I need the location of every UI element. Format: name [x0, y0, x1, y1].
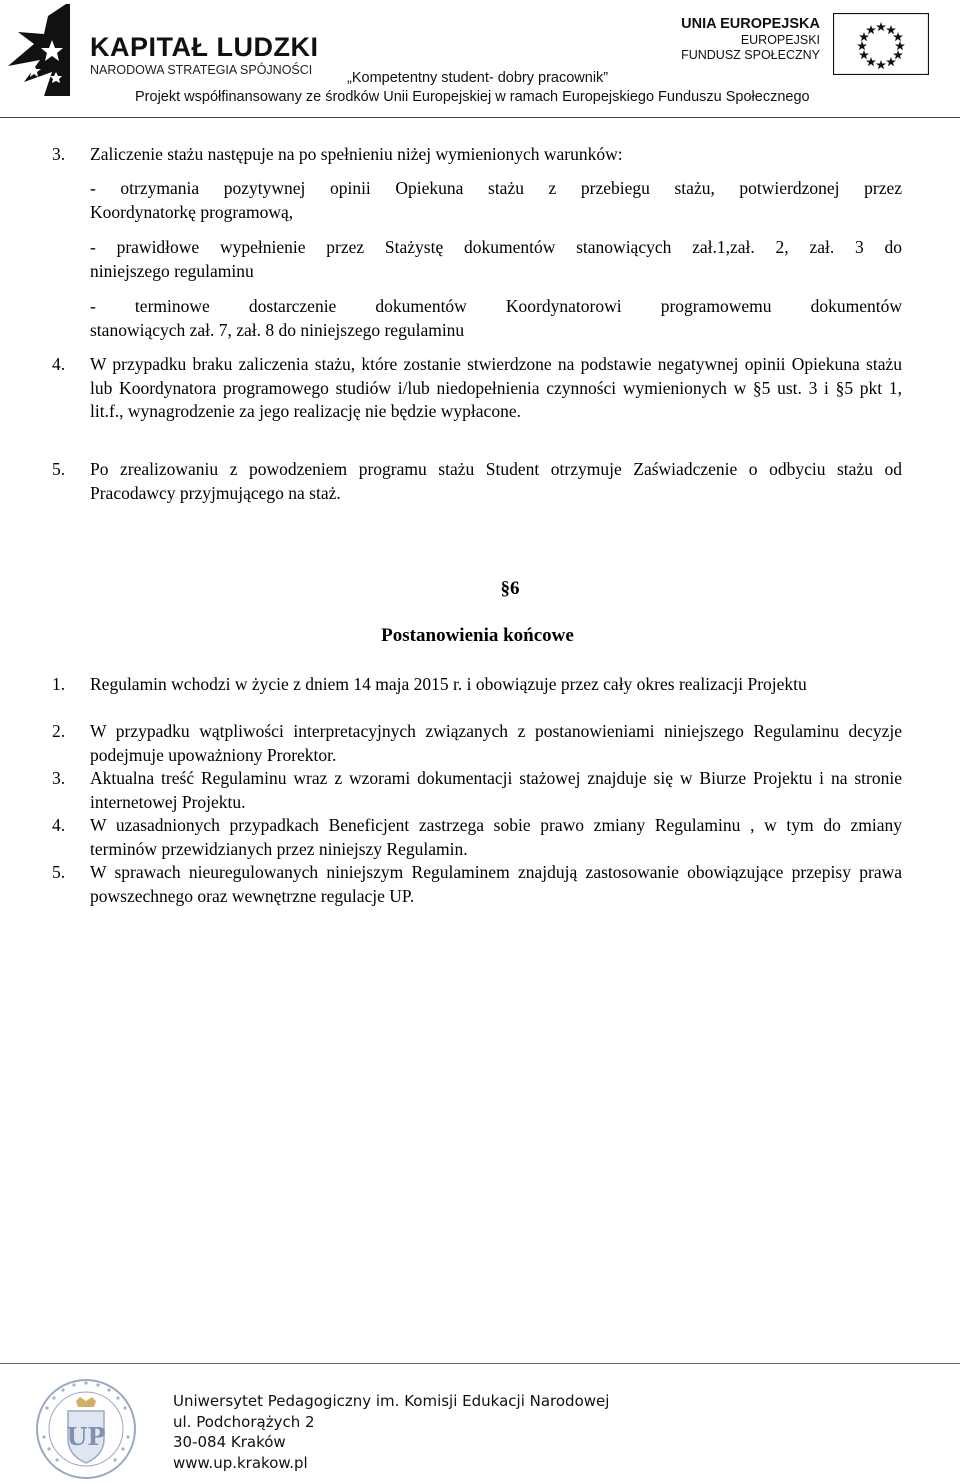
university-seal-logo: [30, 1377, 142, 1481]
eu-line-2: EUROPEJSKI: [740, 32, 820, 47]
item-3-text: Zaliczenie stażu następuje na po spełnieniu niżej wymienionych warunków:: [90, 144, 623, 164]
section-title: Postanowienia końcowe: [381, 625, 574, 646]
kapital-ludzki-logo: [4, 2, 90, 98]
item-number: 4.: [52, 354, 66, 374]
item-number: 5.: [52, 862, 66, 882]
project-title: „Kompetentny student- dobry pracownik”: [347, 70, 609, 86]
final-item-4-text: W uzasadnionych przypadkach Beneficjent zastrzega sobie prawo zmiany Regulaminu , w tym do zmiany terminów przewidzianych przez niniejszy Regulamin.: [90, 815, 902, 859]
item-number: 3.: [52, 768, 66, 788]
kapital-ludzki-title: KAPITAŁ LUDZKI: [90, 32, 319, 62]
eu-line-1: UNIA EUROPEJSKA: [681, 16, 820, 32]
eu-fund-caption: [681, 17, 820, 64]
footer-city: 30-084 Kraków: [173, 1433, 286, 1451]
condition-1-line-2: Koordynatorkę programową,: [90, 202, 294, 222]
final-item-5-text: W sprawach nieuregulowanych niniejszym Regulaminem znajdują zastosowanie obowiązujące przepisy prawa powszechnego oraz wewnętrzne regulacje UP.: [90, 862, 902, 906]
condition-3-line-2: stanowiących zał. 7, zał. 8 do niniejszego regulaminu: [90, 320, 465, 340]
eu-line-3: FUNDUSZ SPOŁECZNY: [681, 48, 820, 62]
condition-2-line-2: niniejszego regulaminu: [90, 261, 254, 281]
footer-address: [173, 1391, 609, 1473]
final-item-3-text: Aktualna treść Regulaminu wraz z wzorami dokumentacji stażowej znajduje się w Biurze Projektu i na stronie internetowej Projektu.: [90, 768, 902, 812]
item-number: 1.: [52, 674, 66, 694]
project-funding-line: Projekt współfinansowany ze środków Unii Europejskiej w ramach Europejskiego Funduszu Społecznego: [135, 89, 810, 105]
seal-letters: UP: [66, 1422, 106, 1451]
item-5-text: Po zrealizowaniu z powodzeniem programu stażu Student otrzymuje Zaświadczenie o odbyciu stażu od Pracodawcy przyjmującego na staż.: [90, 459, 902, 503]
footer-university-name: Uniwersytet Pedagogiczny im. Komisji Edukacji Narodowej: [173, 1392, 610, 1410]
item-4-text: W przypadku braku zaliczenia stażu, które zostanie stwierdzone na podstawie negatywnej opinii Opiekuna stażu lub Koordynatora programowego studiów i/lub niedopełnienia czynności wymienionych w §5 ust. 3 i §5 pkt 1, lit.f., wynagrodzenie za jego realizację nie będzie wypłacone.: [90, 354, 902, 421]
condition-1-line-1: - otrzymania pozytywnej opinii Opiekuna stażu z przebiegu stażu, potwierdzonej przez: [90, 178, 902, 198]
final-item-1-text: Regulamin wchodzi w życie z dniem 14 maja 2015 r. i obowiązuje przez cały okres realizacji Projektu: [90, 674, 807, 694]
item-number: 2.: [52, 721, 66, 741]
eu-flag-icon: [833, 13, 929, 75]
footer-website-link[interactable]: www.up.krakow.pl: [173, 1453, 308, 1472]
item-number: 5.: [52, 459, 66, 479]
section-number: §6: [500, 578, 520, 599]
final-item-2-text: W przypadku wątpliwości interpretacyjnych związanych z postanowieniami niniejszego Regulaminu decyzje podejmuje upoważniony Prorektor.: [90, 721, 902, 765]
item-number: 3.: [52, 144, 66, 164]
condition-2-line-1: - prawidłowe wypełnienie przez Stażystę dokumentów stanowiących zał.1,zał. 2, zał. 3 do: [90, 237, 902, 257]
footer-street: ul. Podchorążych 2: [173, 1412, 315, 1431]
header-divider: [0, 117, 960, 118]
item-number: 4.: [52, 815, 66, 835]
condition-3-line-1: - terminowe dostarczenie dokumentów Koordynatorowi programowemu dokumentów: [90, 296, 902, 316]
page-header: [0, 0, 960, 118]
footer-divider: [0, 1363, 960, 1364]
kapital-ludzki-subtitle: NARODOWA STRATEGIA SPÓJNOŚCI: [90, 63, 313, 77]
